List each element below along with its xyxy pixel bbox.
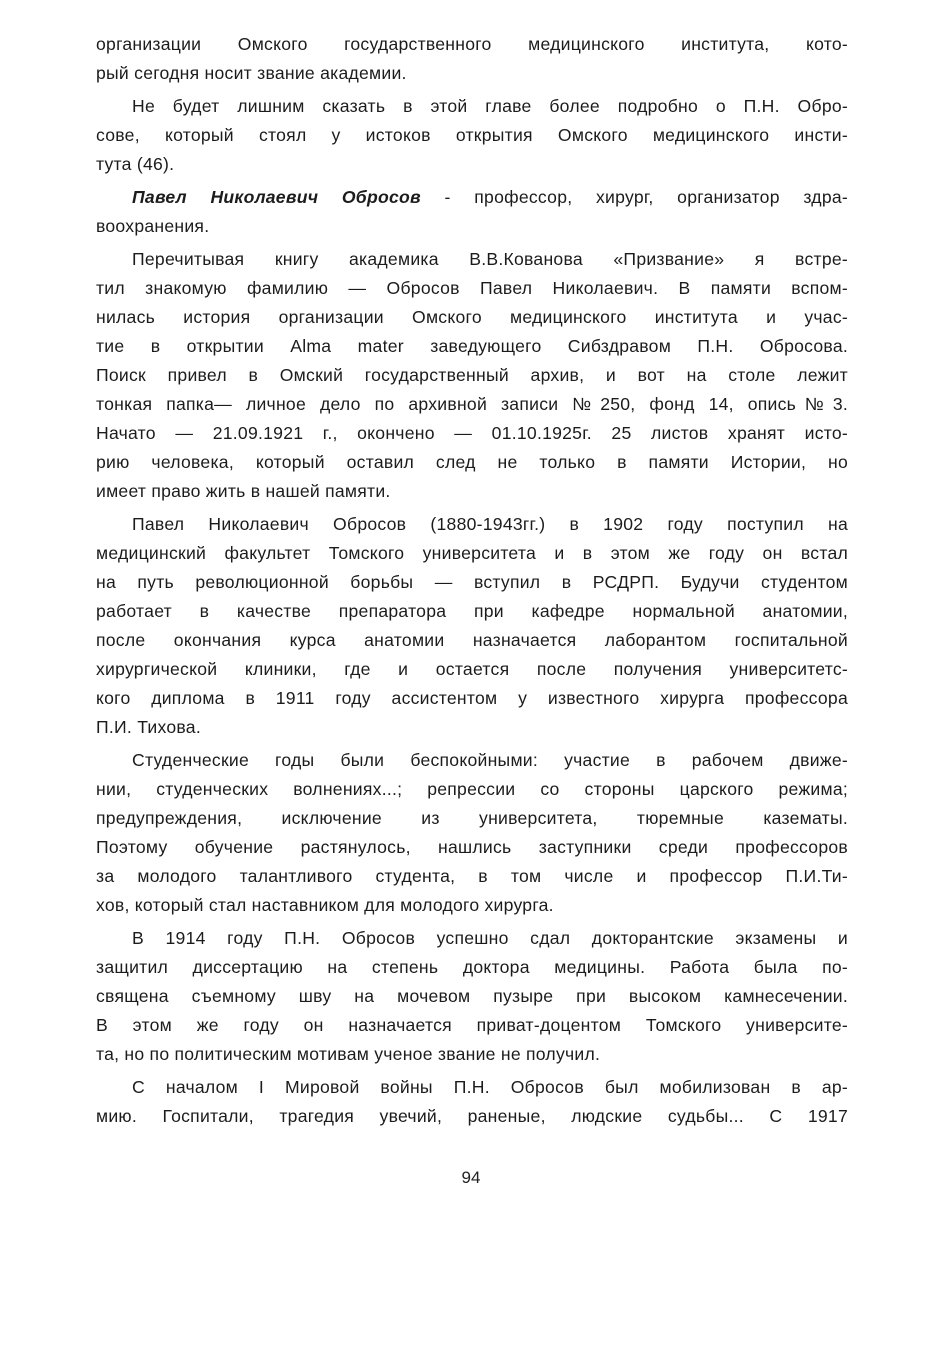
paragraph-5 bbox=[96, 510, 848, 742]
text-line: тил знакомую фамилию — Обросов Павел Николаевич. В памяти вспом- bbox=[96, 278, 848, 298]
text-line: рый сегодня носит звание академии. bbox=[96, 63, 407, 83]
text-line: тие в открытии Alma mater заведующего Сибздравом П.Н. Обросова. bbox=[96, 336, 848, 356]
text-line: после окончания курса анатомии назначается лаборантом госпитальной bbox=[96, 630, 848, 650]
text-line: сове, который стоял у истоков открытия Омского медицинского инсти- bbox=[96, 125, 848, 145]
text-line bbox=[96, 183, 848, 212]
text-line: Студенческие годы были беспокойными: участие в рабочем движе- bbox=[132, 750, 848, 770]
text-line: тута (46). bbox=[96, 154, 175, 174]
paragraph-6 bbox=[96, 746, 848, 920]
text-line: Начато — 21.09.1921 г., окончено — 01.10.1925г. 25 листов хранят исто- bbox=[96, 423, 848, 443]
text-line: Поиск привел в Омский государственный архив, и вот на столе лежит bbox=[96, 365, 848, 385]
paragraph-2 bbox=[96, 92, 848, 179]
person-description: - профессор, хирург, организатор здра- bbox=[420, 187, 848, 207]
text-line: Павел Николаевич Обросов (1880-1943гг.) в 1902 году поступил на bbox=[132, 514, 848, 534]
text-line: имеет право жить в нашей памяти. bbox=[96, 481, 391, 501]
text-line: Не будет лишним сказать в этой главе более подробно о П.Н. Обро- bbox=[132, 96, 848, 116]
text-line: тонкая папка— личное дело по архивной записи №250, фонд 14, опись№3. bbox=[96, 394, 848, 414]
paragraph-7 bbox=[96, 924, 848, 1069]
text-line: мию. Госпитали, трагедия увечий, раненые, людские судьбы... С 1917 bbox=[96, 1106, 848, 1126]
paragraph-3 bbox=[96, 183, 848, 241]
text-line: защитил диссертацию на степень доктора медицины. Работа была по- bbox=[96, 957, 848, 977]
text-line: та, но по политическим мотивам ученое звание не получил. bbox=[96, 1044, 601, 1064]
text-line: работает в качестве препаратора при кафедре нормальной анатомии, bbox=[96, 601, 848, 621]
text-line: кого диплома в 1911 году ассистентом у известного хирурга профессора bbox=[96, 688, 848, 708]
text-line: В 1914 году П.Н. Обросов успешно сдал докторантские экзамены и bbox=[132, 928, 848, 948]
text-line: на путь революционной борьбы — вступил в РСДРП. Будучи студентом bbox=[96, 572, 848, 592]
text-line: нилась история организации Омского медицинского института и учас- bbox=[96, 307, 848, 327]
text-line: за молодого талантливого студента, в том числе и профессор П.И.Ти- bbox=[96, 866, 848, 886]
page-number: 94 bbox=[461, 1168, 481, 1187]
text-line: священа съемному шву на мочевом пузыре при высоком камнесечении. bbox=[96, 986, 848, 1006]
paragraph-1 bbox=[96, 30, 848, 88]
text-line: организации Омского государственного медицинского института, кото- bbox=[96, 34, 848, 54]
document-page bbox=[96, 30, 848, 1135]
paragraph-4 bbox=[96, 245, 848, 506]
text-line: воохранения. bbox=[96, 216, 210, 236]
text-line: П.И. Тихова. bbox=[96, 717, 201, 737]
text-line: нии, студенческих волнениях...; репрессии со стороны царского режима; bbox=[96, 779, 848, 799]
text-line: Поэтому обучение растянулось, нашлись заступники среди профессоров bbox=[96, 837, 848, 857]
text-line: С началом I Мировой войны П.Н. Обросов был мобилизован в ар- bbox=[132, 1077, 848, 1097]
person-name: Павел Николаевич Обросов bbox=[132, 187, 421, 207]
text-line: Перечитывая книгу академика В.В.Кованова «Призвание» я встре- bbox=[132, 249, 848, 269]
text-line: В этом же году он назначается приват-доцентом Томского университе- bbox=[96, 1015, 848, 1035]
text-line: хов, который стал наставником для молодого хирурга. bbox=[96, 895, 554, 915]
paragraph-8 bbox=[96, 1073, 848, 1131]
text-line: медицинский факультет Томского университета и в этом же году он встал bbox=[96, 543, 848, 563]
text-line: хирургической клиники, где и остается после получения университетс- bbox=[96, 659, 848, 679]
text-line: предупреждения, исключение из университета, тюремные казематы. bbox=[96, 808, 848, 828]
text-line: рию человека, который оставил след не только в памяти Истории, но bbox=[96, 452, 848, 472]
